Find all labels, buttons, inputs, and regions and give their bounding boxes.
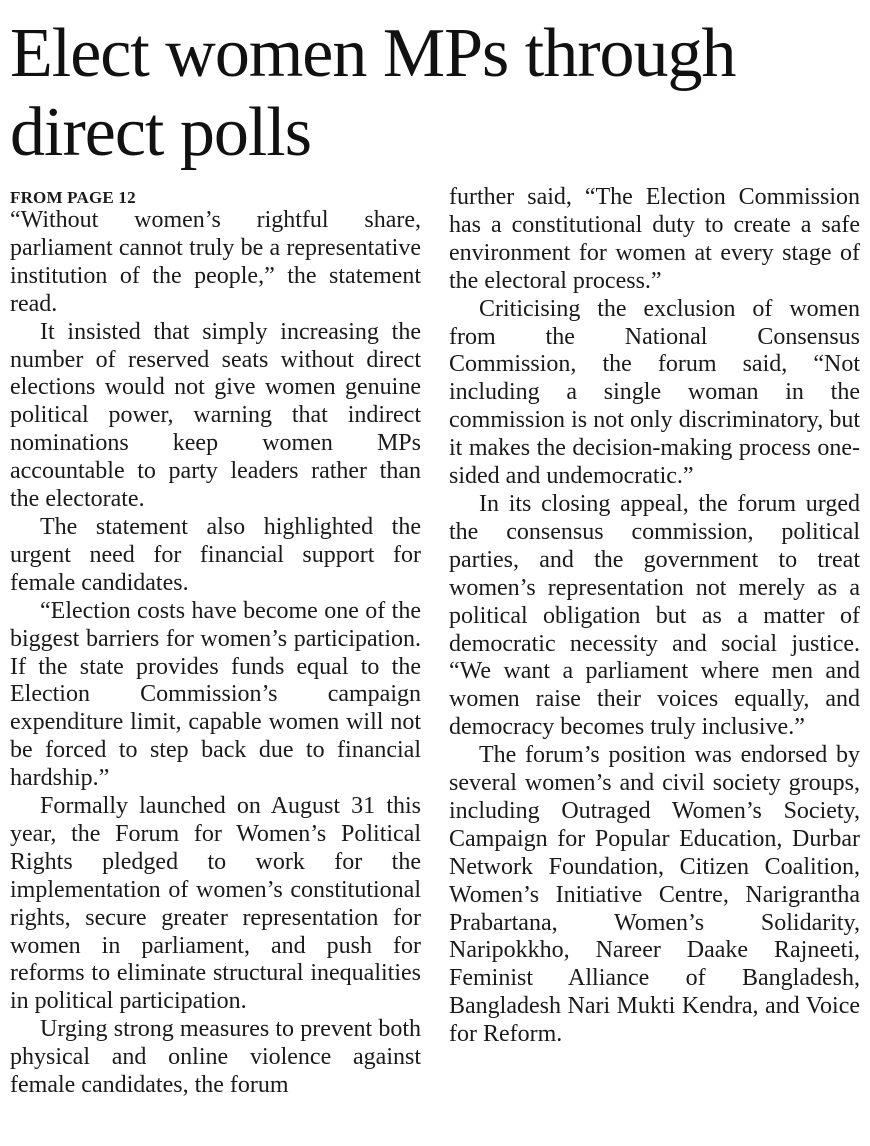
body-paragraph: further said, “The Election Commission has a constitutional duty to create a safe environment for women at every stage of the electoral process.” <box>449 184 860 294</box>
headline-line-1: Elect women MPs through <box>10 15 736 92</box>
body-paragraph: “Election costs have become one of the biggest barriers for women’s participation. If the state provides funds equal to the Election Commission’s campaign expenditure limit, capable women will not be forced to step back due to financial hardship.” <box>10 597 421 792</box>
body-paragraph: It insisted that simply increasing the number of reserved seats without direct elections would not give women genuine political power, warning that indirect nominations keep women MPs accountable to party leaders rather than the electorate. <box>10 318 421 513</box>
body-paragraph: The forum’s position was endorsed by several women’s and civil society groups, including Outraged Women’s Society, Campaign for Popular Education, Durbar Network Foundation, Citizen Coalition, Women’s Initiative Centre, Narigrantha Prabartana, Women’s Solidarity, Naripokkho, Nareer Daake Rajneeti, Feminist Alliance of Bangladesh, Bangladesh Nari Mukti Kendra, and Voice for Reform. <box>449 742 860 1048</box>
body-paragraph: In its closing appeal, the forum urged the consensus commission, political parties, and the government to treat women’s representation not merely as a political obligation but as a matter of democratic necessity and social justice. “We want a parliament where men and women raise their voices equally, and democracy becomes truly inclusive.” <box>449 490 860 741</box>
body-paragraph: Formally launched on August 31 this year, the Forum for Women’s Political Rights pledged to work for the implementation of women’s constitutional rights, secure greater representation for women in parliament, and push for reforms to eliminate structural inequalities in political participation. <box>10 793 421 1015</box>
body-paragraph: Criticising the exclusion of women from the National Consensus Commission, the forum said, “Not including a single woman in the commission is not only discriminatory, but it makes the decision-making process one-sided and undemocratic.” <box>449 295 860 490</box>
body-paragraph: Urging strong measures to prevent both physical and online violence against female candidates, the forum <box>10 1016 421 1099</box>
body-paragraph: The statement also highlighted the urgent need for financial support for female candidates. <box>10 513 421 596</box>
body-paragraph: “Without women’s rightful share, parliament cannot truly be a representative institution of the people,” the statement read. <box>10 207 421 317</box>
headline-line-2: direct polls <box>10 94 311 171</box>
headline <box>10 14 860 172</box>
jump-label: FROM PAGE 12 <box>10 188 136 207</box>
right-column <box>449 184 860 1049</box>
left-column <box>10 184 421 1100</box>
